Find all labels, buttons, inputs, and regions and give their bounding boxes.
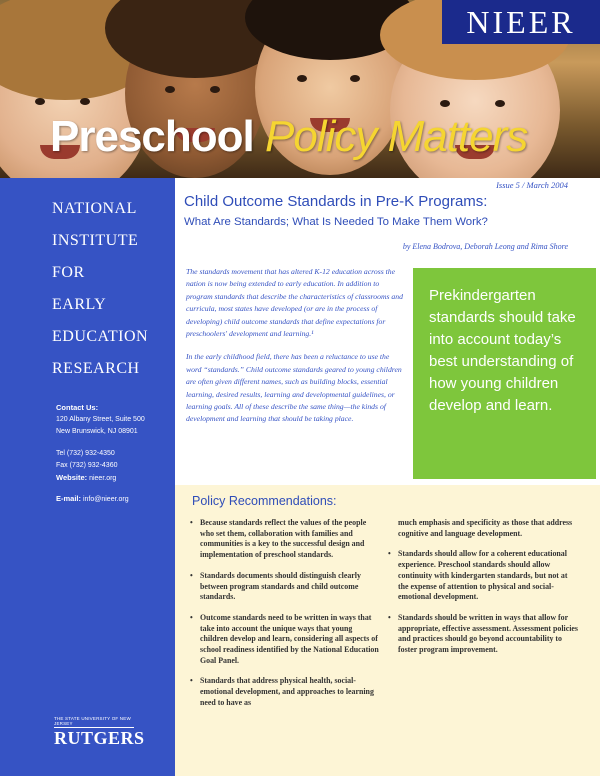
nieer-logo: NIEER [442, 0, 600, 44]
recommendation-item: • Standards that address physical health, social-emotional development, and approaches to learning need to have as [190, 676, 374, 707]
org-line-6: RESEARCH [52, 360, 140, 377]
website-label: Website: [56, 473, 88, 482]
org-line-3: FOR [52, 264, 85, 281]
rutgers-logo [54, 716, 145, 749]
fax: Fax (732) 932-4360 [56, 462, 118, 469]
bullet: • [190, 518, 193, 527]
bullet: • [388, 612, 391, 622]
org-line-4: EARLY [52, 296, 107, 313]
rutgers-tagline: THE STATE UNIVERSITY OF NEW JERSEY [54, 716, 134, 728]
org-line-1: NATIONAL [52, 200, 137, 217]
contact-heading: Contact Us: [56, 403, 99, 412]
recommendations-column-2 [388, 518, 578, 666]
recommendation-item: • Standards documents should distinguish clearly between program standards and child outcome standards. [190, 570, 361, 602]
recommendations-column-1 [190, 518, 380, 719]
website-link[interactable]: nieer.org [89, 475, 117, 482]
bullet: • [190, 676, 193, 686]
bullet: • [190, 612, 193, 622]
callout-box [413, 268, 596, 479]
recommendation-item: • Outcome standards need to be written in ways that take into account the unique ways that young children develop and learn, considering all aspects of school readiness identified by the National Education Goal Panel. [190, 612, 379, 665]
recommendation-continuation: much emphasis and specificity as those that address cognitive and language development. [398, 518, 573, 538]
recommendation-item: • Because standards reflect the values of the people who set them, collaboration with families and communities is a key to the successful design and implementation of preschool standards. [190, 518, 367, 560]
rutgers-wordmark: RUTGERS [54, 728, 145, 748]
intro-text [186, 266, 406, 426]
article-title: Child Outcome Standards in Pre-K Programs: [184, 193, 488, 210]
address-line-1: 120 Albany Street, Suite 500 [56, 416, 145, 423]
article-authors: by Elena Bodrova, Deborah Leong and Rima Shore [402, 242, 568, 251]
tel: Tel (732) 932-4350 [56, 450, 115, 457]
recommendation-item: • Standards should be written in ways that allow for appropriate, effective assessment. Assessment policies and practices should go beyond accountability to foster program improvement. [388, 612, 578, 655]
bullet: • [190, 570, 193, 580]
email-label: E-mail: [56, 494, 82, 503]
org-line-2: INSTITUTE [52, 232, 139, 249]
intro-paragraph-1: The standards movement that has altered K-12 education across the nation is now being extended to early education. In addition to program standards that describe the characteristics of classrooms and curricula, most states have developed (or are in the process of developing) child outcome standards that define expectations for preschoolers' development and learning.¹ [186, 267, 403, 339]
contact-block [56, 402, 145, 506]
recommendations-heading: Policy Recommendations: [192, 494, 337, 508]
masthead-part2: Policy Matters [264, 112, 528, 161]
issue-label: Issue 5 / March 2004 [496, 180, 568, 190]
address-line-2: New Brunswick, NJ 08901 [56, 428, 138, 435]
email-link[interactable]: info@nieer.org [82, 496, 129, 503]
org-line-5: EDUCATION [52, 328, 149, 345]
recommendation-item: • Standards should allow for a coherent educational experience. Preschool standards should allow continuity with kindergarten standards, but not at the expense of attention to physical and social-emotional development. [388, 549, 568, 602]
masthead-title [50, 112, 527, 162]
article-subtitle: What Are Standards; What Is Needed To Make Them Work? [184, 216, 488, 228]
bullet: • [388, 549, 391, 559]
sidebar [0, 178, 175, 776]
intro-paragraph-2: In the early childhood field, there has been a reluctance to use the word “standards.” Child outcome standards geared to young children are often given different names, such as building blocks, essential learning, desired results, learning and developmental guidelines, or learning goals. All of these describe the same thing—the kinds of development and learning that should be taking place. [186, 352, 402, 424]
masthead-part1: Preschool [50, 112, 254, 161]
callout-text: Prekindergarten standards should take into account today’s best understanding of how young children develop and learn. [429, 287, 576, 414]
